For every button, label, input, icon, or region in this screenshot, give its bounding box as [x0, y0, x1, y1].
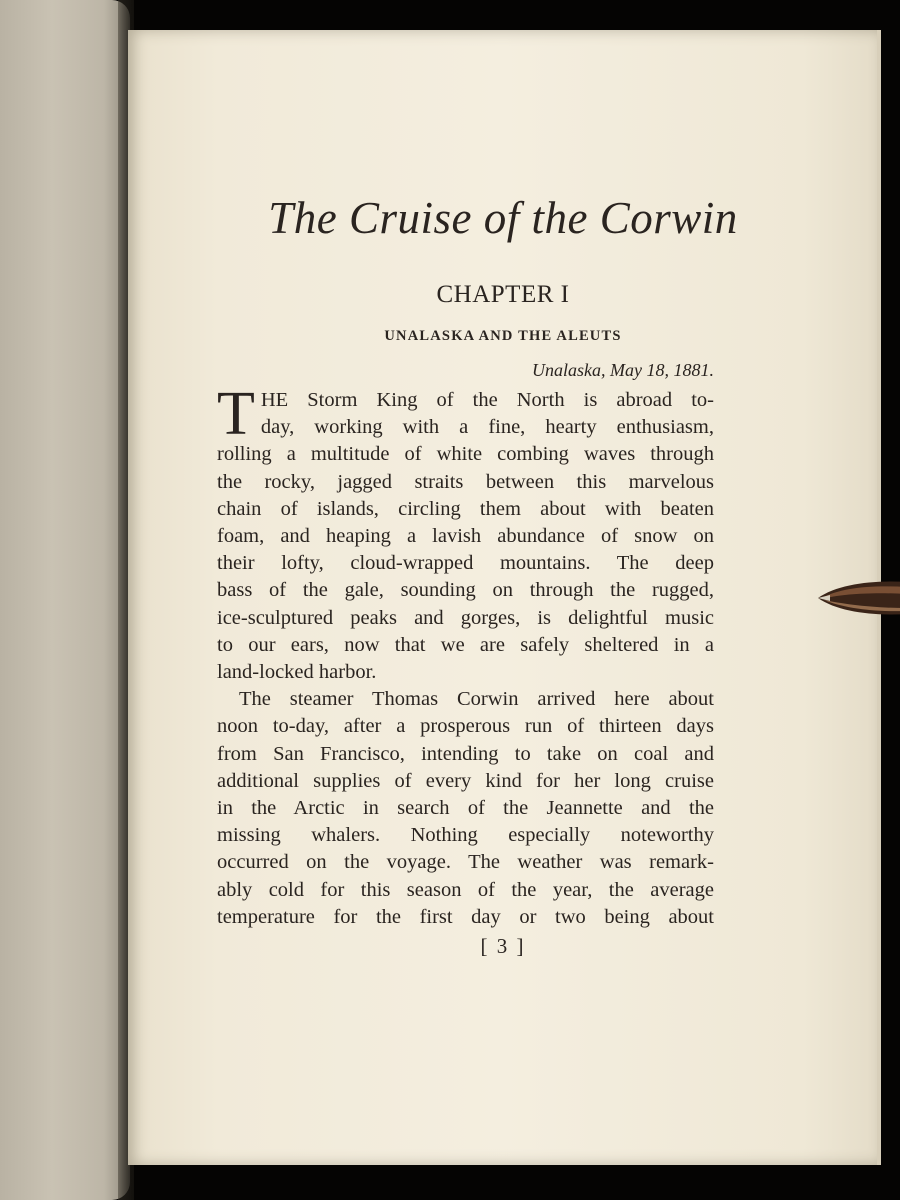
dateline: Unalaska, May 18, 1881. — [532, 360, 714, 380]
text-line: rolling a multitude of white combing waves through — [217, 443, 714, 466]
body-text — [217, 380, 714, 931]
text-line: additional supplies of every kind for her long cruise — [217, 769, 714, 792]
text-line: to our ears, now that we are safely sheltered in a — [217, 633, 714, 656]
page-number: [ 3 ] — [480, 934, 526, 958]
book-page — [128, 30, 878, 1165]
text-line: in the Arctic in search of the Jeannette and the — [217, 797, 714, 820]
text-line: missing whalers. Nothing especially noteworthy — [217, 824, 714, 847]
paragraph-2 — [217, 686, 714, 931]
text-line: The steamer Thomas Corwin arrived here about — [239, 688, 714, 711]
text-line: HE Storm King of the North is abroad to- — [260, 389, 714, 411]
paragraph-1 — [217, 380, 714, 686]
book-cover-left — [0, 0, 130, 1200]
text-line: ice-sculptured peaks and gorges, is delightful music — [217, 606, 714, 629]
chapter-subtitle: UNALASKA AND THE ALEUTS — [384, 328, 622, 344]
text-line: their lofty, cloud-wrapped mountains. The deep — [217, 552, 714, 575]
text-line: the rocky, jagged straits between this marvelous — [217, 470, 714, 493]
text-line: day, working with a fine, hearty enthusiasm, — [260, 416, 714, 439]
text-line: from San Francisco, intending to take on coal and — [217, 742, 714, 765]
text-line: ably cold for this season of the year, the average — [217, 878, 714, 901]
text-line: temperature for the first day or two being about — [217, 905, 714, 928]
text-line: noon to-day, after a prosperous run of thirteen days — [217, 715, 714, 738]
text-line: occurred on the voyage. The weather was remark- — [217, 851, 714, 874]
drop-cap: T — [217, 380, 255, 448]
text-line: foam, and heaping a lavish abundance of snow on — [217, 525, 714, 548]
text-line: land-locked harbor. — [217, 661, 377, 684]
bookmark-tab — [818, 578, 900, 618]
book-title: The Cruise of the Corwin — [268, 193, 738, 243]
text-line: bass of the gale, sounding on through the rugged, — [217, 579, 714, 602]
text-line: chain of islands, circling them about with beaten — [217, 497, 714, 520]
chapter-heading: CHAPTER I — [436, 281, 570, 308]
